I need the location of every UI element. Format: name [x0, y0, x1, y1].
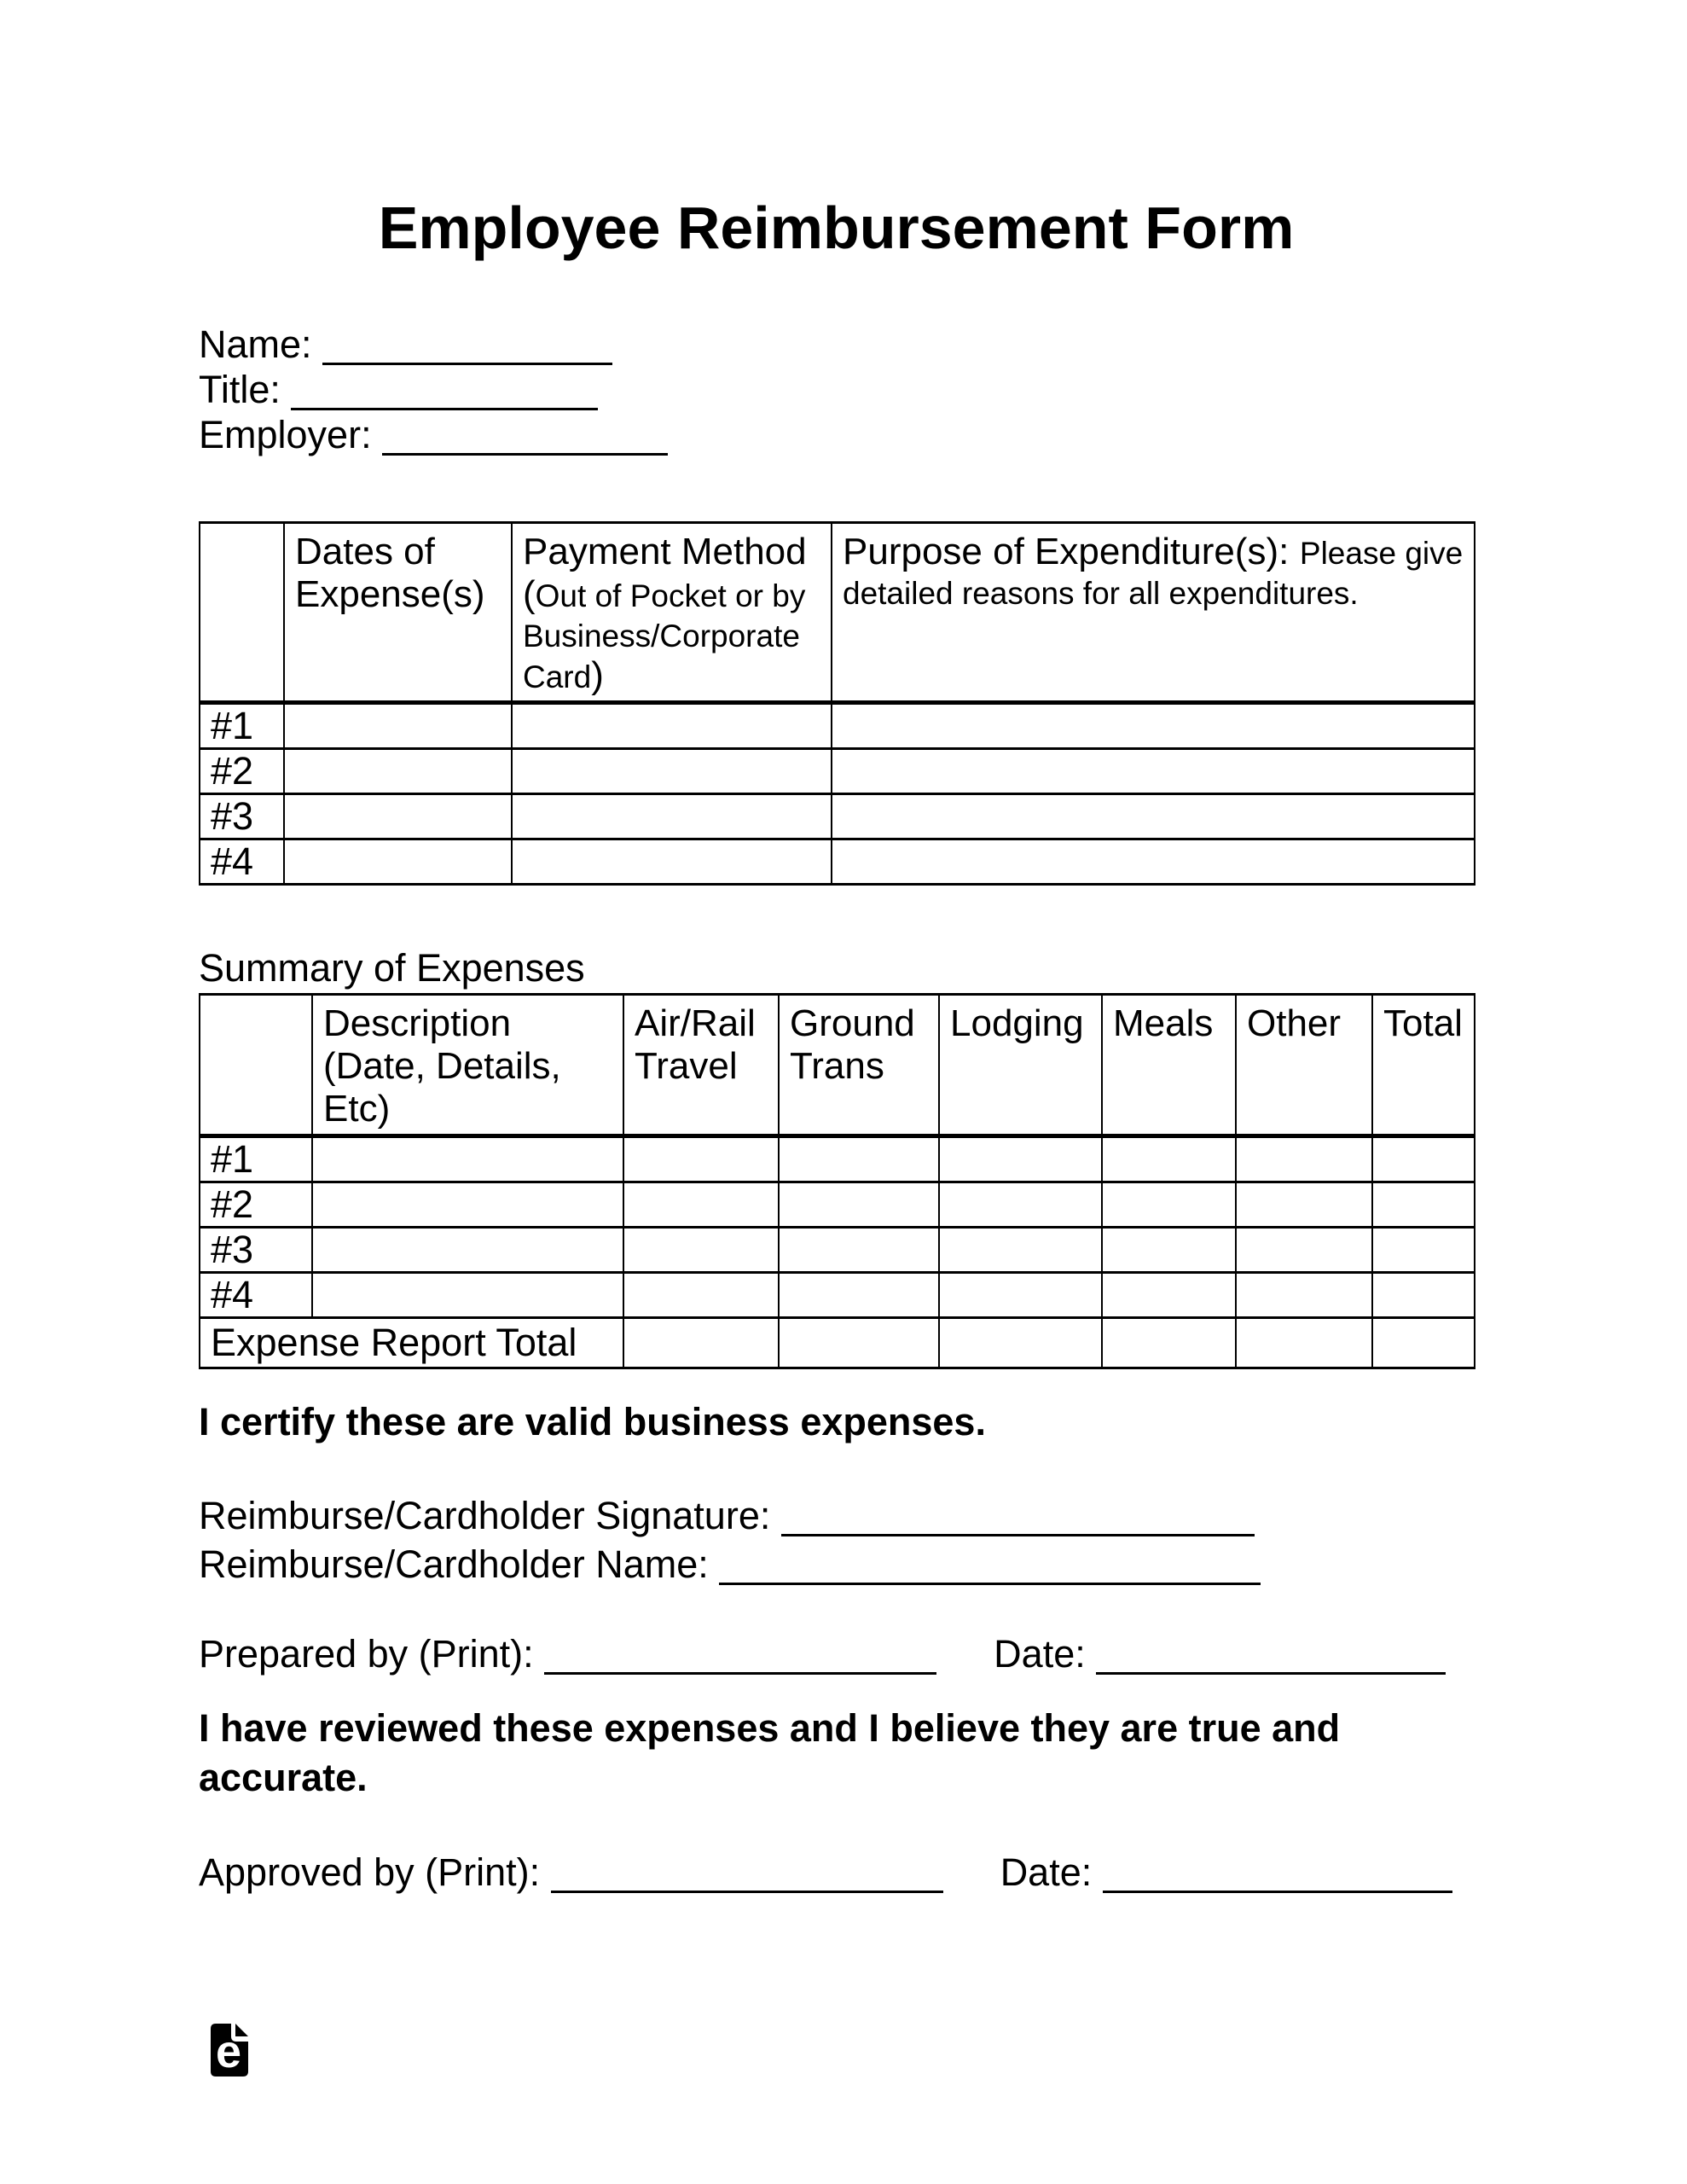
corner-header-cell [200, 995, 312, 1136]
other-total-cell[interactable] [1236, 1318, 1372, 1368]
row-label: #2 [200, 1182, 312, 1228]
air-rail-cell[interactable] [623, 1136, 779, 1182]
cardholder-signature-block [199, 1491, 1474, 1589]
summary-section-heading: Summary of Expenses [199, 946, 585, 990]
ground-trans-cell[interactable] [779, 1228, 939, 1273]
total-cell[interactable] [1372, 1136, 1475, 1182]
prepared-by-line[interactable] [544, 1655, 936, 1675]
purpose-cell[interactable] [832, 839, 1475, 885]
certify-statement: I certify these are valid business expenses. [199, 1400, 986, 1443]
payment-method-column-header: Payment Method (Out of Pocket or by Business/Corporate Card) [512, 523, 832, 703]
cardholder-signature-label: Reimburse/Cardholder Signature: [199, 1494, 771, 1537]
prepared-by-row [199, 1629, 1474, 1678]
expense-row-4 [200, 839, 1475, 885]
meals-cell[interactable] [1102, 1182, 1236, 1228]
summary-row-3 [200, 1228, 1475, 1273]
air-rail-total-cell[interactable] [623, 1318, 779, 1368]
description-column-header: Description (Date, Details, Etc) [312, 995, 623, 1136]
meals-cell[interactable] [1102, 1136, 1236, 1182]
meals-total-cell[interactable] [1102, 1318, 1236, 1368]
expense-table-header-row [200, 523, 1475, 703]
row-label: #3 [200, 1228, 312, 1273]
other-cell[interactable] [1236, 1273, 1372, 1318]
prepared-date-line[interactable] [1096, 1655, 1446, 1675]
logo-letter: e [216, 2026, 242, 2077]
prepared-by-label: Prepared by (Print): [199, 1632, 534, 1676]
lodging-total-cell[interactable] [939, 1318, 1102, 1368]
approved-by-row [199, 1848, 1474, 1896]
purpose-cell[interactable] [832, 749, 1475, 794]
eforms-logo [211, 2024, 248, 2077]
total-cell[interactable] [1372, 1182, 1475, 1228]
name-blank-line[interactable] [322, 346, 612, 365]
employer-label: Employer: [199, 413, 372, 456]
document-page-icon [211, 2024, 248, 2077]
payment-method-cell[interactable] [512, 703, 832, 749]
other-cell[interactable] [1236, 1228, 1372, 1273]
row-label: #3 [200, 794, 284, 839]
dates-column-header: Dates of Expense(s) [284, 523, 512, 703]
ground-trans-column-header: Ground Trans [779, 995, 939, 1136]
ground-trans-cell[interactable] [779, 1136, 939, 1182]
total-column-header: Total [1372, 995, 1475, 1136]
row-label: #1 [200, 703, 284, 749]
row-label: #4 [200, 1273, 312, 1318]
page-title: Employee Reimbursement Form [378, 195, 1295, 261]
summary-of-expenses-table [199, 993, 1475, 1369]
ground-trans-cell[interactable] [779, 1182, 939, 1228]
air-rail-cell[interactable] [623, 1228, 779, 1273]
meals-cell[interactable] [1102, 1273, 1236, 1318]
lodging-cell[interactable] [939, 1273, 1102, 1318]
summary-row-4 [200, 1273, 1475, 1318]
ground-trans-cell[interactable] [779, 1273, 939, 1318]
cardholder-signature-row [199, 1491, 1474, 1540]
expense-details-table [199, 521, 1475, 886]
meals-cell[interactable] [1102, 1228, 1236, 1273]
row-label: #1 [200, 1136, 312, 1182]
title-field-row [199, 367, 1474, 412]
identity-fields [199, 322, 1474, 457]
expense-row-1 [200, 703, 1475, 749]
employer-blank-line[interactable] [382, 436, 668, 456]
title-label: Title: [199, 368, 281, 411]
other-column-header: Other [1236, 995, 1372, 1136]
total-cell[interactable] [1372, 1273, 1475, 1318]
approved-date-line[interactable] [1103, 1873, 1452, 1893]
expense-report-total-row [200, 1318, 1475, 1368]
grand-total-cell[interactable] [1372, 1318, 1475, 1368]
lodging-column-header: Lodging [939, 995, 1102, 1136]
approved-by-label: Approved by (Print): [199, 1850, 541, 1894]
purpose-cell[interactable] [832, 703, 1475, 749]
employer-field-row [199, 412, 1474, 457]
cardholder-name-label: Reimburse/Cardholder Name: [199, 1542, 709, 1586]
summary-row-2 [200, 1182, 1475, 1228]
approved-date-label: Date: [1000, 1850, 1093, 1894]
name-field-row [199, 322, 1474, 367]
air-rail-cell[interactable] [623, 1182, 779, 1228]
name-label: Name: [199, 322, 312, 366]
meals-column-header: Meals [1102, 995, 1236, 1136]
description-cell[interactable] [312, 1273, 623, 1318]
description-cell[interactable] [312, 1182, 623, 1228]
lodging-cell[interactable] [939, 1228, 1102, 1273]
approved-by-line[interactable] [551, 1873, 943, 1893]
air-rail-column-header: Air/Rail Travel [623, 995, 779, 1136]
row-label: #4 [200, 839, 284, 885]
payment-method-cell[interactable] [512, 749, 832, 794]
prepared-date-label: Date: [994, 1632, 1086, 1676]
other-cell[interactable] [1236, 1182, 1372, 1228]
purpose-column-header: Purpose of Expenditure(s): Please give detailed reasons for all expenditures. [832, 523, 1475, 703]
lodging-cell[interactable] [939, 1182, 1102, 1228]
row-label: #2 [200, 749, 284, 794]
description-cell[interactable] [312, 1228, 623, 1273]
corner-header-cell [200, 523, 284, 703]
summary-row-1 [200, 1136, 1475, 1182]
dates-cell[interactable] [284, 839, 512, 885]
other-cell[interactable] [1236, 1136, 1372, 1182]
dates-cell[interactable] [284, 794, 512, 839]
expense-row-2 [200, 749, 1475, 794]
expense-report-total-label: Expense Report Total [200, 1318, 623, 1368]
cardholder-name-line[interactable] [719, 1565, 1261, 1585]
dates-cell[interactable] [284, 749, 512, 794]
cardholder-signature-line[interactable] [781, 1517, 1255, 1536]
ground-trans-total-cell[interactable] [779, 1318, 939, 1368]
title-blank-line[interactable] [291, 391, 598, 410]
purpose-cell[interactable] [832, 794, 1475, 839]
lodging-cell[interactable] [939, 1136, 1102, 1182]
payment-method-cell[interactable] [512, 839, 832, 885]
description-cell[interactable] [312, 1136, 623, 1182]
payment-method-cell[interactable] [512, 794, 832, 839]
expense-row-3 [200, 794, 1475, 839]
reviewed-statement: I have reviewed these expenses and I believe they are true and accurate. [199, 1706, 1341, 1799]
air-rail-cell[interactable] [623, 1273, 779, 1318]
cardholder-name-row [199, 1540, 1474, 1589]
total-cell[interactable] [1372, 1228, 1475, 1273]
summary-table-header-row [200, 995, 1475, 1136]
dates-cell[interactable] [284, 703, 512, 749]
